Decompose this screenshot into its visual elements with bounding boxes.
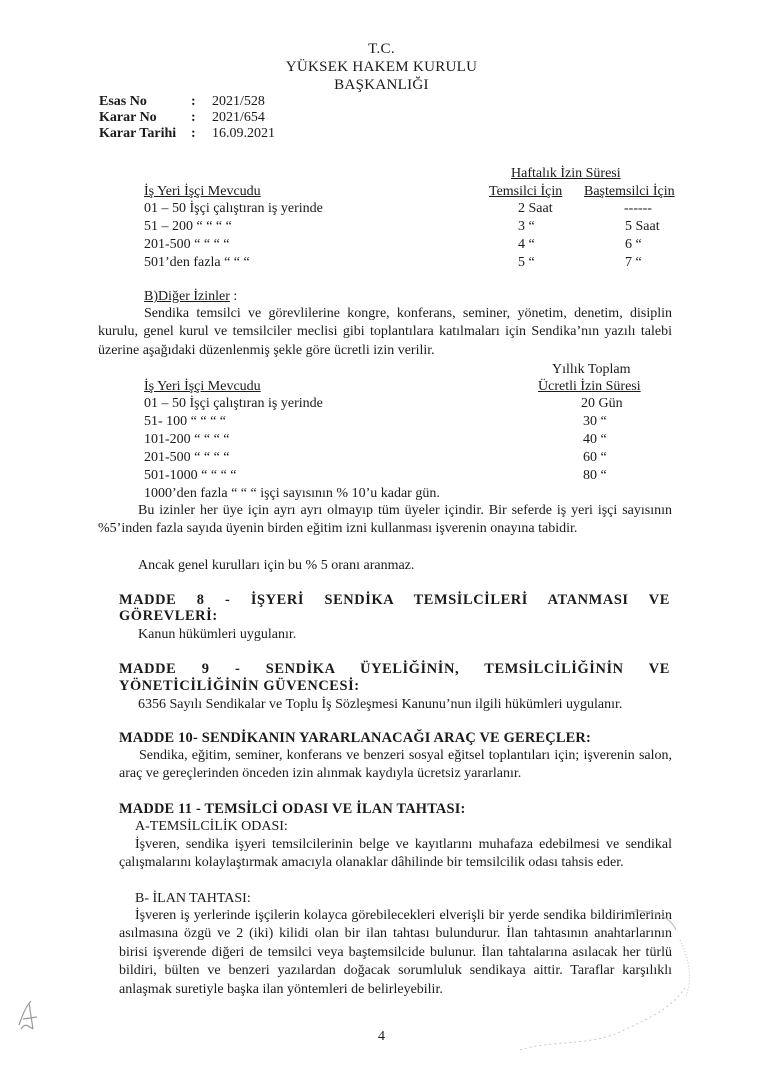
article-9-body: 6356 Sayılı Sendikalar ve Toplu İş Sözleşmesi Kanunu’nun ilgili hükümleri uygulanır. <box>138 697 623 712</box>
meta-label-esas: Esas No <box>99 94 147 109</box>
meta-sep: : <box>191 110 196 125</box>
article-11-a-title: A-TEMSİLCİLİK ODASI: <box>135 819 288 834</box>
annual-row-header: İş Yeri İşçi Mevcudu <box>144 379 261 394</box>
article-11-b-body: İşveren iş yerlerinde işçilerin kolayca görebilecekleri elverişli bir yerde sendika bildirimlerinin asılmasına özgü ve 2 (iki) kilidi olan bir ilan tahtası bulundurur. İlan tahtasının anahtarlarının birisi işverende diğeri de temsilci veya baştemsilcide bulunur. İlan tahtalarına asılacak her türlü bildiri, bülten ve benzeri yazılardan doğacak sorumluluk sendikaya aittir. Taraflar karşılıklı anlaşmak suretiyle başka ilan yöntemleri de belirleyebilir. <box>119 908 672 997</box>
article-10-title: MADDE 10- SENDİKANIN YARARLANACAĞI ARAÇ VE GEREÇLER: <box>119 730 592 746</box>
weekly-row-bastemsilci: ------ <box>624 201 652 216</box>
annual-row-label: 201-500 “ “ “ “ <box>144 450 230 465</box>
weekly-row-label: 01 – 50 İşçi çalıştıran iş yerinde <box>144 201 323 216</box>
weekly-row-label: 51 – 200 “ “ “ “ <box>144 219 232 234</box>
meta-value-karar-tarihi: 16.09.2021 <box>212 126 275 141</box>
weekly-row-bastemsilci: 5 Saat <box>625 219 660 234</box>
annual-row-label: 51- 100 “ “ “ “ <box>144 414 227 429</box>
weekly-row-label: 201-500 “ “ “ “ <box>144 237 230 252</box>
other-leave-heading-text: B)Diğer İzinler <box>144 289 230 304</box>
article-9-title-cont: YÖNETİCİLİĞİNİN GÜVENCESİ: <box>119 678 360 694</box>
annual-row-label: 01 – 50 İşçi çalıştıran iş yerinde <box>144 396 323 411</box>
weekly-col-title: Haftalık İzin Süresi <box>511 166 621 181</box>
header-line-tc: T.C. <box>368 41 395 57</box>
article-10-body: Sendika, eğitim, seminer, konferans ve benzeri sosyal eğitsel toplantıları için; işverenin salon, araç ve gereçlerinden önceden izin alınmak kaydıyla ücretsiz yararlanır. <box>119 748 672 782</box>
weekly-row-bastemsilci: 6 “ <box>625 237 642 252</box>
header-line-institution: YÜKSEK HAKEM KURULU <box>285 59 478 75</box>
article-11-title: MADDE 11 - TEMSİLCİ ODASI VE İLAN TAHTASI: <box>119 801 466 817</box>
other-leave-intro: Sendika temsilci ve görevlilerine kongre, konferans, seminer, yönetim, denetim, disiplin kurulu, genel kurul ve temsilciler meclisi gibi toplantılara katılmaları için Sendika’nın yazılı talebi üzerine aşağıdaki düzenlenmiş şekle göre ücretli izin verilir. <box>98 306 672 358</box>
meta-sep: : <box>191 94 196 109</box>
meta-label-karar: Karar No <box>99 110 157 125</box>
article-8-title: MADDE 8 - İŞYERİ SENDİKA TEMSİLCİLERİ ATANMASI VE <box>119 592 670 608</box>
annual-row-label: 101-200 “ “ “ “ <box>144 432 230 447</box>
weekly-row-label: 501’den fazla “ “ “ <box>144 255 250 270</box>
weekly-row-temsilci: 4 “ <box>518 237 535 252</box>
weekly-row-bastemsilci: 7 “ <box>625 255 642 270</box>
annual-row-value: 80 “ <box>583 468 607 483</box>
weekly-col-temsilci: Temsilci İçin <box>489 184 563 199</box>
meta-sep: : <box>191 126 196 141</box>
article-11-b-title: B- İLAN TAHTASI: <box>135 891 251 906</box>
weekly-col-bastemsilci: Baştemsilci İçin <box>584 184 675 199</box>
page-number: 4 <box>378 1029 385 1044</box>
annual-row-value: 60 “ <box>583 450 607 465</box>
annual-last-row: 1000’den fazla “ “ “ işçi sayısının % 10’u kadar gün. <box>144 486 440 501</box>
other-leave-heading <box>144 288 237 305</box>
meta-label-karar-tarihi: Karar Tarihi <box>99 126 177 141</box>
weekly-row-temsilci: 5 “ <box>518 255 535 270</box>
annual-col-title-1: Yıllık Toplam <box>552 362 631 377</box>
meta-value-esas: 2021/528 <box>212 94 265 109</box>
weekly-row-temsilci: 2 Saat <box>518 201 553 216</box>
article-9-title: MADDE 9 - SENDİKA ÜYELİĞİNİN, TEMSİLCİLİĞİNİN VE <box>119 661 670 677</box>
other-leave-note-2: Ancak genel kurulları için bu % 5 oranı aranmaz. <box>138 558 415 573</box>
other-leave-note: Bu izinler her üye için ayrı ayrı olmayıp tüm üyeler içindir. Bir seferde iş yeri işçi sayısının %5’inden fazla sayıda üyenin birden eğitim izni kullanması işverenin onayına tabidir. <box>98 503 672 537</box>
header-line-office: BAŞKANLIĞI <box>334 77 429 93</box>
annual-row-label: 501-1000 “ “ “ “ <box>144 468 237 483</box>
meta-value-karar: 2021/654 <box>212 110 265 125</box>
article-8-title-cont: GÖREVLERİ: <box>119 608 218 624</box>
article-8-body: Kanun hükümleri uygulanır. <box>138 627 297 642</box>
annual-col-title-2: Ücretli İzin Süresi <box>538 379 641 394</box>
weekly-row-temsilci: 3 “ <box>518 219 535 234</box>
annual-row-value: 40 “ <box>583 432 607 447</box>
weekly-row-header: İş Yeri İşçi Mevcudu <box>144 184 261 199</box>
article-11-a-body: İşveren, sendika işyeri temsilcilerinin belge ve kayıtlarını muhafaza edebilmesi ve sendikal çalışmalarını kolaylaştırmak amacıyla olanaklar dâhilinde bir temsilcilik odası tahsis eder. <box>119 837 672 871</box>
annual-row-value: 20 Gün <box>581 396 623 411</box>
annual-row-value: 30 “ <box>583 414 607 429</box>
other-leave-heading-suffix: : <box>229 289 238 304</box>
